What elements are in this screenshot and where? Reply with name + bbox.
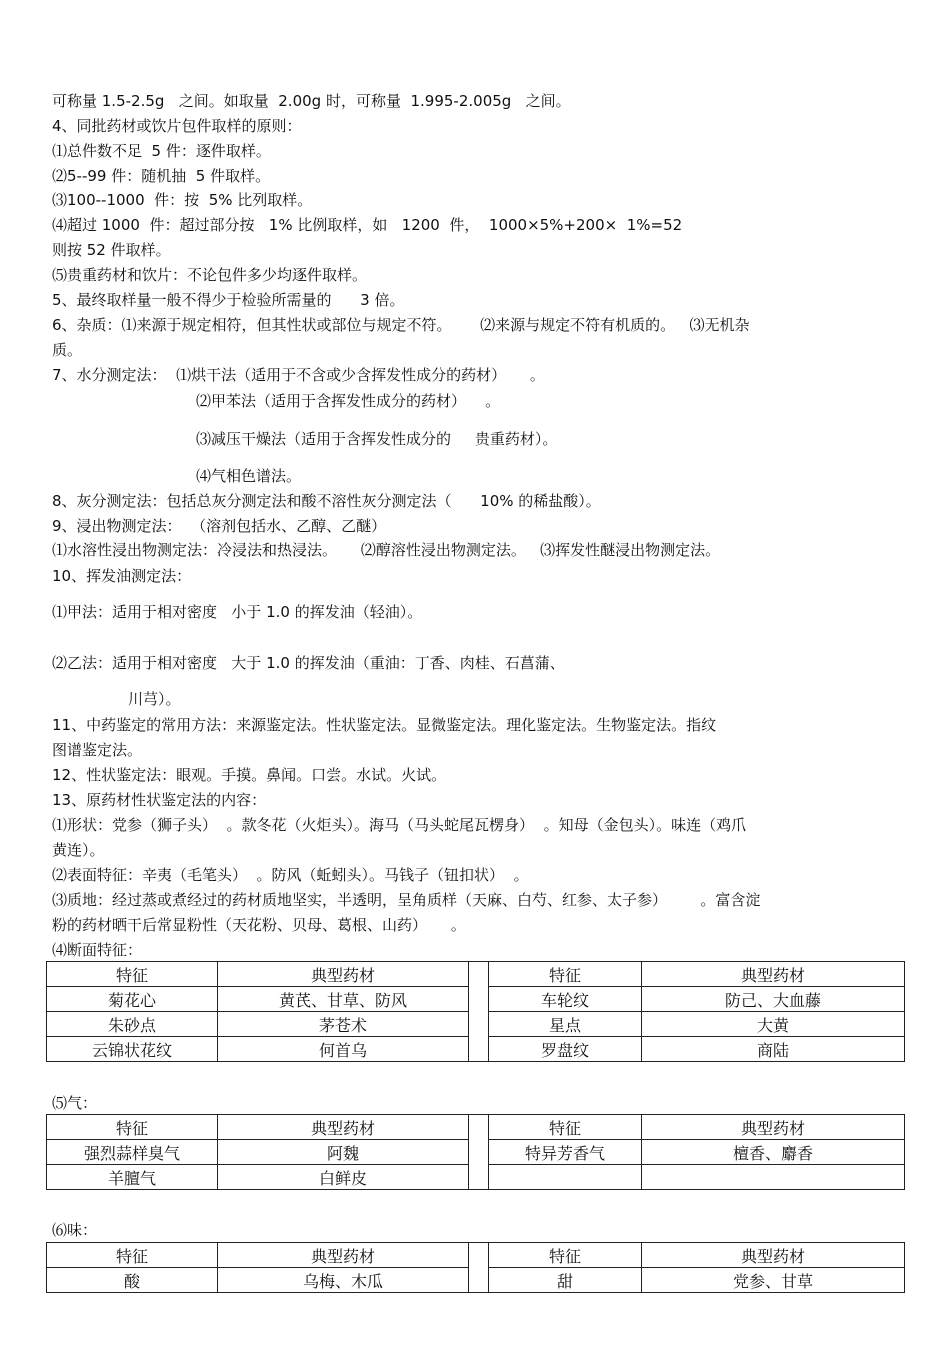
table-header-cell: 特征 [489, 962, 642, 987]
text-line: 质。 [52, 341, 83, 359]
text-line: ⑸气： [52, 1094, 98, 1112]
text-line: ⑸贵重药材和饮片：不论包件多少均逐件取样。 [52, 266, 368, 284]
text-line: 可称量 1.5-2.5g 之间。如取量 2.00g 时，可称量 1.995-2.005g 之间。 [52, 92, 571, 110]
text-line: ⑴总件数不足 5 件：逐件取样。 [52, 142, 271, 160]
text-line: 粉的药材晒干后常显粉性（天花粉、贝母、葛根、山药） 。 [52, 916, 466, 934]
text-line: ⑴形状：党参（狮子头） 。款冬花（火炬头）。海马（马头蛇尾瓦楞身） 。知母（金包头）。味连（鸡爪 [52, 816, 747, 834]
taste-table [46, 1242, 905, 1293]
table-header-cell: 典型药材 [642, 962, 905, 987]
table-header-cell: 典型药材 [218, 1115, 469, 1140]
table-header-cell: 特征 [47, 962, 218, 987]
table-cell: 强烈蒜样臭气 [47, 1140, 218, 1165]
odor-table [46, 1114, 905, 1190]
text-line: 则按 52 件取样。 [52, 241, 171, 259]
text-line: ⑶100--1000 件：按 5% 比列取样。 [52, 191, 313, 209]
text-line: 8、灰分测定法：包括总灰分测定法和酸不溶性灰分测定法（ 10% 的稀盐酸）。 [52, 492, 601, 510]
text-line: 13、原药材性状鉴定法的内容： [52, 791, 267, 809]
table-header-cell: 特征 [47, 1115, 218, 1140]
table-cell: 乌梅、木瓜 [218, 1268, 469, 1293]
table-cell: 星点 [489, 1012, 642, 1037]
table-header-row [47, 1115, 905, 1140]
text-line: ⑷断面特征： [52, 941, 143, 959]
table-cell [489, 1165, 642, 1190]
table-row [47, 1140, 905, 1165]
text-line: 9、浸出物测定法： （溶剂包括水、乙醇、乙醚） [52, 517, 387, 535]
table-row [47, 1165, 905, 1190]
table-cell: 特异芳香气 [489, 1140, 642, 1165]
table-row [47, 987, 905, 1012]
table-header-cell: 典型药材 [642, 1115, 905, 1140]
text-line: ⑵甲苯法（适用于含挥发性成分的药材） 。 [196, 392, 501, 410]
table-cell: 白鲜皮 [218, 1165, 469, 1190]
table-header-cell: 特征 [489, 1243, 642, 1268]
table-header-cell: 特征 [47, 1243, 218, 1268]
table-cell: 商陆 [642, 1037, 905, 1062]
text-line: ⑵乙法：适用于相对密度 大于 1.0 的挥发油（重油：丁香、肉桂、石菖蒲、 [52, 654, 565, 672]
table-header-row [47, 962, 905, 987]
text-line: ⑴甲法：适用于相对密度 小于 1.0 的挥发油（轻油）。 [52, 603, 423, 621]
text-line: ⑴水溶性浸出物测定法：冷浸法和热浸法。 ⑵醇溶性浸出物测定法。 ⑶挥发性醚浸出物测定法。 [52, 541, 721, 559]
text-line: ⑷超过 1000 件：超过部分按 1% 比例取样，如 1200 件， 1000×5%+200× 1%=52 [52, 216, 683, 234]
table-cell: 甜 [489, 1268, 642, 1293]
table-cell: 羊膻气 [47, 1165, 218, 1190]
text-line: ⑵表面特征：辛夷（毛笔头） 。防风（蚯蚓头）。马钱子（钮扣状） 。 [52, 866, 529, 884]
section-feature-table [46, 961, 905, 1062]
text-line: ⑶质地：经过蒸或煮经过的药材质地坚实，半透明，呈角质样（天麻、白芍、红参、太子参） 。富含淀 [52, 891, 761, 909]
text-line: 6、杂质：⑴来源于规定相符，但其性状或部位与规定不符。 ⑵来源与规定不符有机质的。 ⑶无机杂 [52, 316, 750, 334]
table-row [47, 1037, 905, 1062]
table-cell: 檀香、麝香 [642, 1140, 905, 1165]
table-cell: 云锦状花纹 [47, 1037, 218, 1062]
text-line: ⑷气相色谱法。 [196, 467, 302, 485]
table-cell: 黄芪、甘草、防风 [218, 987, 469, 1012]
table-cell: 罗盘纹 [489, 1037, 642, 1062]
table-header-cell: 典型药材 [218, 1243, 469, 1268]
table-header-row [47, 1243, 905, 1268]
text-line: 12、性状鉴定法：眼观。手摸。鼻闻。口尝。水试。火试。 [52, 766, 447, 784]
table-header-cell: 典型药材 [642, 1243, 905, 1268]
text-line: 图谱鉴定法。 [52, 741, 143, 759]
table-cell: 车轮纹 [489, 987, 642, 1012]
table-cell: 防己、大血藤 [642, 987, 905, 1012]
text-line: 7、水分测定法： ⑴烘干法（适用于不含或少含挥发性成分的药材） 。 [52, 366, 545, 384]
text-line: ⑹味： [52, 1221, 98, 1239]
table-cell: 党参、甘草 [642, 1268, 905, 1293]
table-cell: 菊花心 [47, 987, 218, 1012]
text-line: ⑵5--99 件：随机抽 5 件取样。 [52, 167, 271, 185]
table-cell: 茅苍术 [218, 1012, 469, 1037]
table-cell: 阿魏 [218, 1140, 469, 1165]
table-header-cell: 特征 [489, 1115, 642, 1140]
table-header-cell: 典型药材 [218, 962, 469, 987]
text-line: 11、中药鉴定的常用方法：来源鉴定法。性状鉴定法。显微鉴定法。理化鉴定法。生物鉴定法。指纹 [52, 716, 717, 734]
table-cell: 何首乌 [218, 1037, 469, 1062]
table-cell: 酸 [47, 1268, 218, 1293]
text-line: ⑶减压干燥法（适用于含挥发性成分的 贵重药材）。 [196, 430, 558, 448]
text-line: 川芎）。 [128, 690, 181, 708]
text-line: 5、最终取样量一般不得少于检验所需量的 3 倍。 [52, 291, 405, 309]
table-row [47, 1268, 905, 1293]
text-line: 10、挥发油测定法： [52, 567, 192, 585]
text-line: 4、同批药材或饮片包件取样的原则： [52, 117, 302, 135]
text-line: 黄连）。 [52, 841, 105, 859]
table-cell: 大黄 [642, 1012, 905, 1037]
table-cell [642, 1165, 905, 1190]
table-cell: 朱砂点 [47, 1012, 218, 1037]
table-row [47, 1012, 905, 1037]
